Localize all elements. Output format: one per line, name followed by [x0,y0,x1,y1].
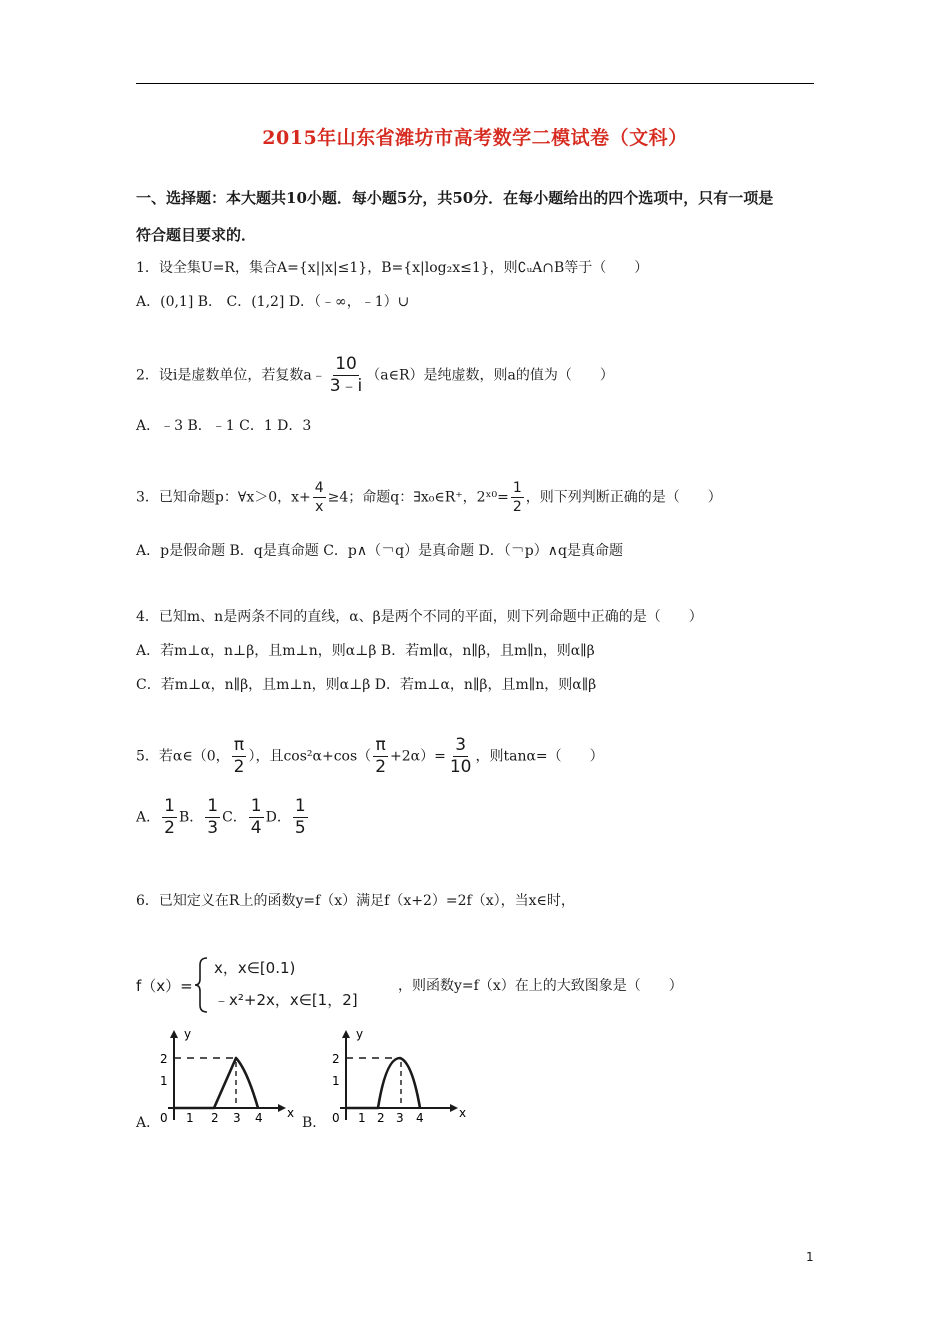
q5-opt-b: B． [178,809,204,826]
question-5-options [136,798,310,837]
q5-value-fraction [448,737,474,776]
q5-opt-d: D． [265,809,291,826]
q5-opt-d-frac [293,798,308,837]
q5-opt-c-num: 1 [250,796,262,816]
q5-pi-half-1 [232,737,247,776]
question-4-options-ab: A．若m⊥α，n⊥β，且m⊥n，则α⊥β B．若m∥α，n∥β，且m∥n，则α∥β [136,643,595,659]
graph-b-y-label: y [356,1028,364,1041]
q5-pi-half-2 [373,737,388,776]
page-number: 1 [806,1250,814,1264]
q6-graph-b [322,1028,472,1128]
q5-opt-c-frac [249,798,264,837]
q2-frac-den: 3﹣i [329,376,363,396]
q5-opt-a-frac [162,798,177,837]
q5-opt-a-num: 1 [164,796,175,816]
graph-b-ytick-2: 2 [332,1052,340,1066]
q5-post: ，则tanα=（ ） [475,748,604,765]
q6-case-2: ﹣x²+2x，x∈[1，2] [214,991,358,1009]
q6-post: ，则函数y=f（x）在上的大致图象是（ ） [398,978,683,994]
q5-opt-a: A． [136,809,161,826]
q5-pre: 5．若α∈（0， [136,748,230,765]
q6-fx-label: f（x）= [136,977,193,995]
q3-frac2-den: 2 [512,499,522,515]
question-3-stem [136,481,722,514]
graph-a-origin: 0 [160,1111,168,1125]
graph-a-x-arrow [278,1104,286,1112]
question-1-stem: 1．设全集U=R，集合A={x||x|≤1}，B={x|log₂x≤1}，则∁ᵤA∩B等于（ ） [136,260,649,276]
graph-a-xtick-1: 1 [186,1111,194,1125]
q5-opt-b-num: 1 [207,796,219,816]
q3-pre: 3．已知命题p：∀x＞0，x+ [136,489,311,506]
q2-fraction [328,356,365,395]
q6-option-a-label: A． [136,1115,161,1131]
q5-val-num: 3 [455,735,467,755]
section-heading-line2: 符合题目要求的． [136,226,257,244]
q5-pi-num-2: π [375,735,386,755]
graph-b-x-arrow [450,1104,458,1112]
graph-a-xtick-3: 3 [233,1111,241,1125]
graph-b-x-label: x [459,1106,467,1120]
graph-b-xtick-1: 1 [358,1111,366,1125]
q2-pre: 2．设i是虚数单位，若复数a﹣ [136,367,326,384]
q5-pi-den-2: 2 [375,757,387,777]
q6-case-1: x，x∈[0.1) [214,959,296,977]
q5-opt-b-den: 3 [207,818,219,838]
q3-frac2-num: 1 [512,480,522,496]
q6-graph-a [150,1028,300,1128]
q2-post: （a∈R）是纯虚数，则a的值为（ ） [366,367,614,384]
graph-a-curve [174,1058,258,1108]
q3-frac1-num: 4 [314,480,324,496]
q5-opt-d-num: 1 [294,796,306,816]
section-heading-line1: 一、选择题：本大题共10小题．每小题5分，共50分．在每小题给出的四个选项中，只有一项是 [136,189,774,207]
graph-b-ytick-1: 1 [332,1074,340,1088]
question-2-stem [136,356,614,395]
q5-opt-a-den: 2 [164,818,175,838]
question-4-stem: 4．已知m、n是两条不同的直线，α、β是两个不同的平面，则下列命题中正确的是（ ） [136,609,703,625]
q5-val-den: 10 [449,757,472,777]
graph-b-xtick-4: 4 [416,1111,424,1125]
q2-frac-num: 10 [335,354,357,374]
question-4-options-cd: C．若m⊥α，n∥β，且m⊥n，则α⊥β D．若m⊥α，n∥β，且m∥n，则α∥β [136,677,597,693]
question-1-options: A．(0,1] B． C．(1,2] D．（﹣∞，﹣1）∪ [136,294,410,310]
graph-a-ytick-1: 1 [160,1074,168,1088]
question-5-stem [136,737,604,776]
q5-opt-d-den: 5 [294,818,306,838]
graph-a-ytick-2: 2 [160,1052,168,1066]
q5-opt-b-frac [205,798,220,837]
question-6-stem: 6．已知定义在R上的函数y=f（x）满足f（x+2）=2f（x），当x∈时， [136,893,575,909]
q3-mid: ≥4；命题q：∃x₀∈R⁺，2ˣ⁰= [327,489,509,506]
q3-fraction-1 [313,481,326,514]
graph-a-x-label: x [287,1106,295,1120]
q5-opt-c: C． [222,809,247,826]
q3-post: ，则下列判断正确的是（ ） [525,489,722,506]
graph-b-curve [346,1058,420,1108]
graph-b-origin: 0 [332,1111,340,1125]
graph-a-y-arrow [170,1030,178,1038]
q6-brace [194,955,210,1015]
q5-opt-c-den: 4 [250,818,262,838]
question-2-options: A．﹣3 B．﹣1 C．1 D．3 [136,418,312,434]
q5-mid2: +2α）= [390,748,446,765]
header-rule [136,83,814,84]
q3-fraction-2 [511,481,524,514]
graph-a-xtick-4: 4 [255,1111,263,1125]
graph-b-xtick-3: 3 [396,1111,404,1125]
page-title: 2015年山东省潍坊市高考数学二模试卷（文科） [262,127,688,149]
graph-b-y-arrow [342,1030,350,1038]
question-3-options: A．p是假命题 B．q是真命题 C．p∧（￢q）是真命题 D．（￢p）∧q是真命题 [136,543,623,559]
q5-pi-den-1: 2 [233,757,245,777]
q6-option-b-label: B． [302,1115,327,1131]
q5-pi-num-1: π [233,735,245,755]
q3-frac1-den: x [315,499,324,515]
graph-a-xtick-2: 2 [211,1111,219,1125]
graph-b-xtick-2: 2 [377,1111,385,1125]
q5-mid1: ），且cos²α+cos（ [248,748,372,765]
question-6-piecewise [136,955,796,1015]
graph-a-y-label: y [184,1028,192,1041]
